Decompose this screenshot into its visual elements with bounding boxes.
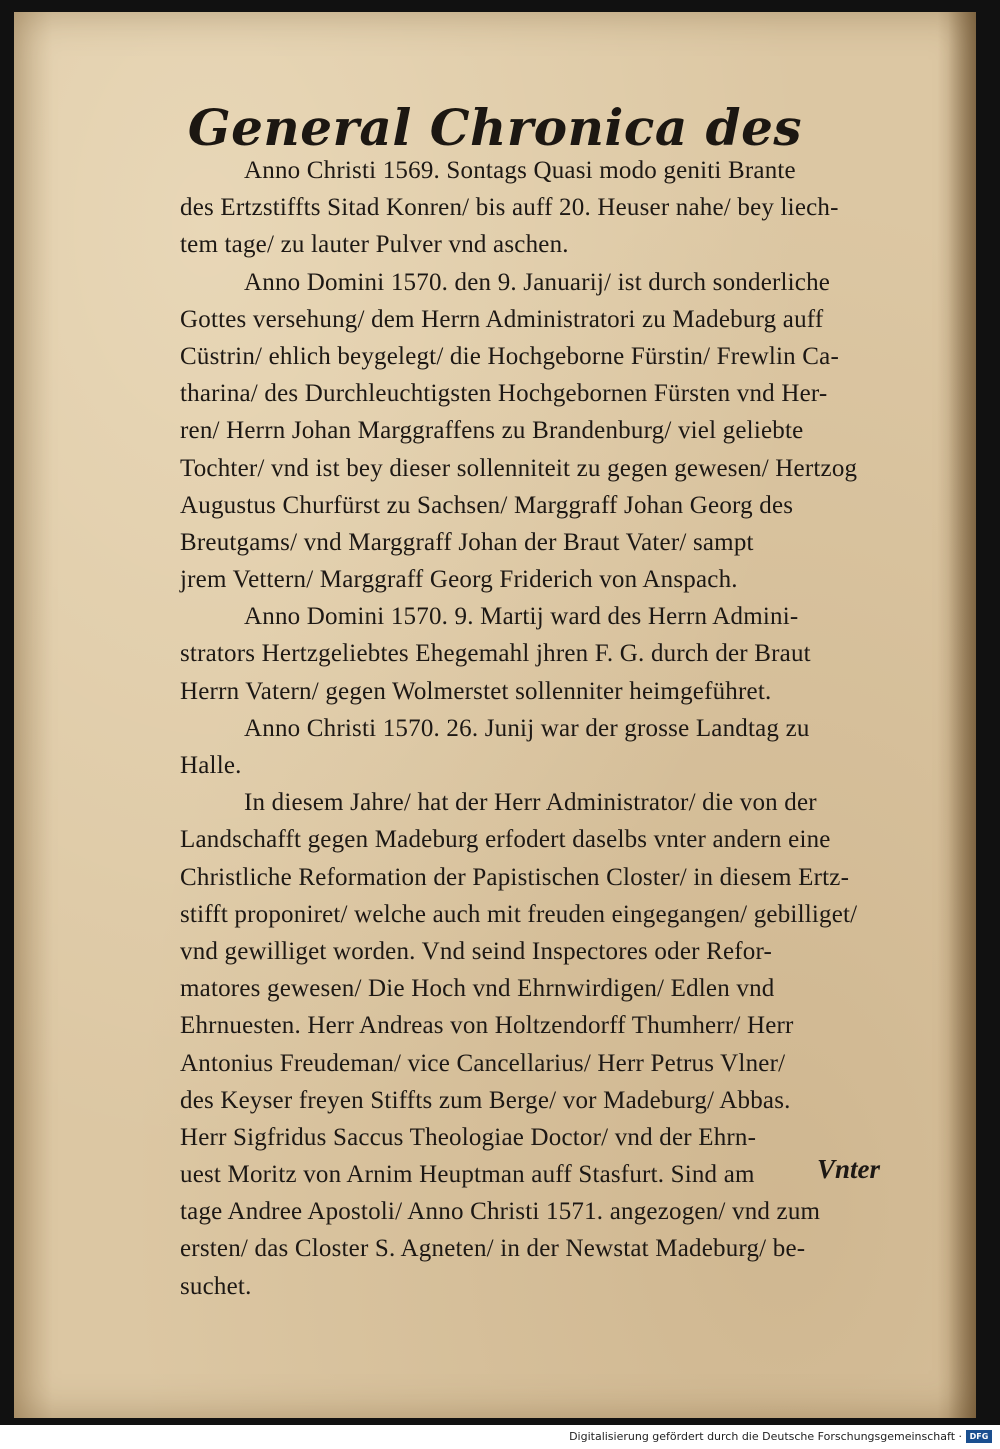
text-line: Anno Domini 1570. den 9. Januarij/ ist durch sonderliche [244, 268, 831, 296]
text-line: ren/ Herrn Johan Marggraffens zu Brandenburg/ viel geliebte [180, 417, 804, 445]
text-line: ersten/ das Closter S. Agneten/ in der Newstat Madeburg/ be- [180, 1235, 806, 1263]
text-line: tharina/ des Durchleuchtigsten Hochgebornen Fürsten vnd Her- [180, 380, 828, 408]
text-line: Antonius Freudeman/ vice Cancellarius/ Herr Petrus Vlner/ [180, 1049, 786, 1077]
text-line: In diesem Jahre/ hat der Herr Administrator/ die von der [244, 789, 817, 817]
text-line: Tochter/ vnd ist bey dieser sollenniteit zu gegen gewesen/ Hertzog [180, 454, 858, 482]
page-edge-shadow [948, 12, 976, 1418]
dfg-logo: DFG [966, 1430, 992, 1443]
text-line: Landschafft gegen Madeburg erfodert daselbs vnter andern eine [180, 826, 831, 854]
book-page [14, 12, 976, 1418]
text-line: Anno Domini 1570. 9. Martij ward des Herrn Admini- [244, 603, 799, 631]
page-header: General Chronica des [187, 98, 803, 157]
text-line: tem tage/ zu lauter Pulver vnd aschen. [180, 231, 569, 259]
text-line: Anno Christi 1569. Sontags Quasi modo geniti Brante [244, 157, 796, 184]
text-line: tage Andree Apostoli/ Anno Christi 1571. angezogen/ vnd zum [180, 1198, 821, 1226]
text-line: Augustus Churfürst zu Sachsen/ Marggraff Johan Georg des [180, 491, 794, 519]
catchword: Vnter [816, 1154, 880, 1184]
text-line: suchet. [180, 1272, 252, 1300]
text-line: des Ertzstiffts Sitad Konren/ bis auff 20. Heuser nahe/ bey liech- [180, 194, 839, 222]
text-line: Ehrnuesten. Herr Andreas von Holtzendorff Thumherr/ Herr [180, 1012, 794, 1040]
text-line: des Keyser freyen Stiffts zum Berge/ vor Madeburg/ Abbas. [180, 1086, 791, 1114]
text-line: Gottes versehung/ dem Herrn Administratori zu Madeburg auff [180, 305, 824, 333]
text-line: Herr Sigfridus Saccus Theologiae Doctor/ vnd der Ehrn- [180, 1123, 757, 1151]
page-body [180, 152, 930, 1305]
digitization-footer [0, 1425, 1000, 1449]
text-line: strators Hertzgeliebtes Ehegemahl jhren F. G. durch der Braut [180, 640, 811, 668]
text-line: vnd gewilliget worden. Vnd seind Inspectores oder Refor- [180, 937, 773, 965]
text-line: jrem Vettern/ Marggraff Georg Friderich von Anspach. [180, 566, 738, 594]
text-line: stifft proponiret/ welche auch mit freuden eingegangen/ gebilliget/ [180, 900, 858, 928]
text-line: Herrn Vatern/ gegen Wolmerstet sollenniter heimgeführet. [180, 677, 772, 705]
text-line: Breutgams/ vnd Marggraff Johan der Braut Vater/ sampt [180, 528, 754, 556]
text-line: Cüstrin/ ehlich beygelegt/ die Hochgeborne Fürstin/ Frewlin Ca- [180, 342, 839, 370]
text-line: Christliche Reformation der Papistischen Closter/ in diesem Ertz- [180, 863, 850, 891]
text-line: uest Moritz von Arnim Heuptman auff Stasfurt. Sind am [180, 1161, 755, 1189]
funding-credit: Digitalisierung gefördert durch die Deutsche Forschungsgemeinschaft · [569, 1430, 962, 1443]
text-line: Anno Christi 1570. 26. Junij war der grosse Landtag zu [244, 714, 810, 742]
text-line: matores gewesen/ Die Hoch vnd Ehrnwirdigen/ Edlen vnd [180, 975, 775, 1003]
text-line: Halle. [180, 752, 242, 779]
